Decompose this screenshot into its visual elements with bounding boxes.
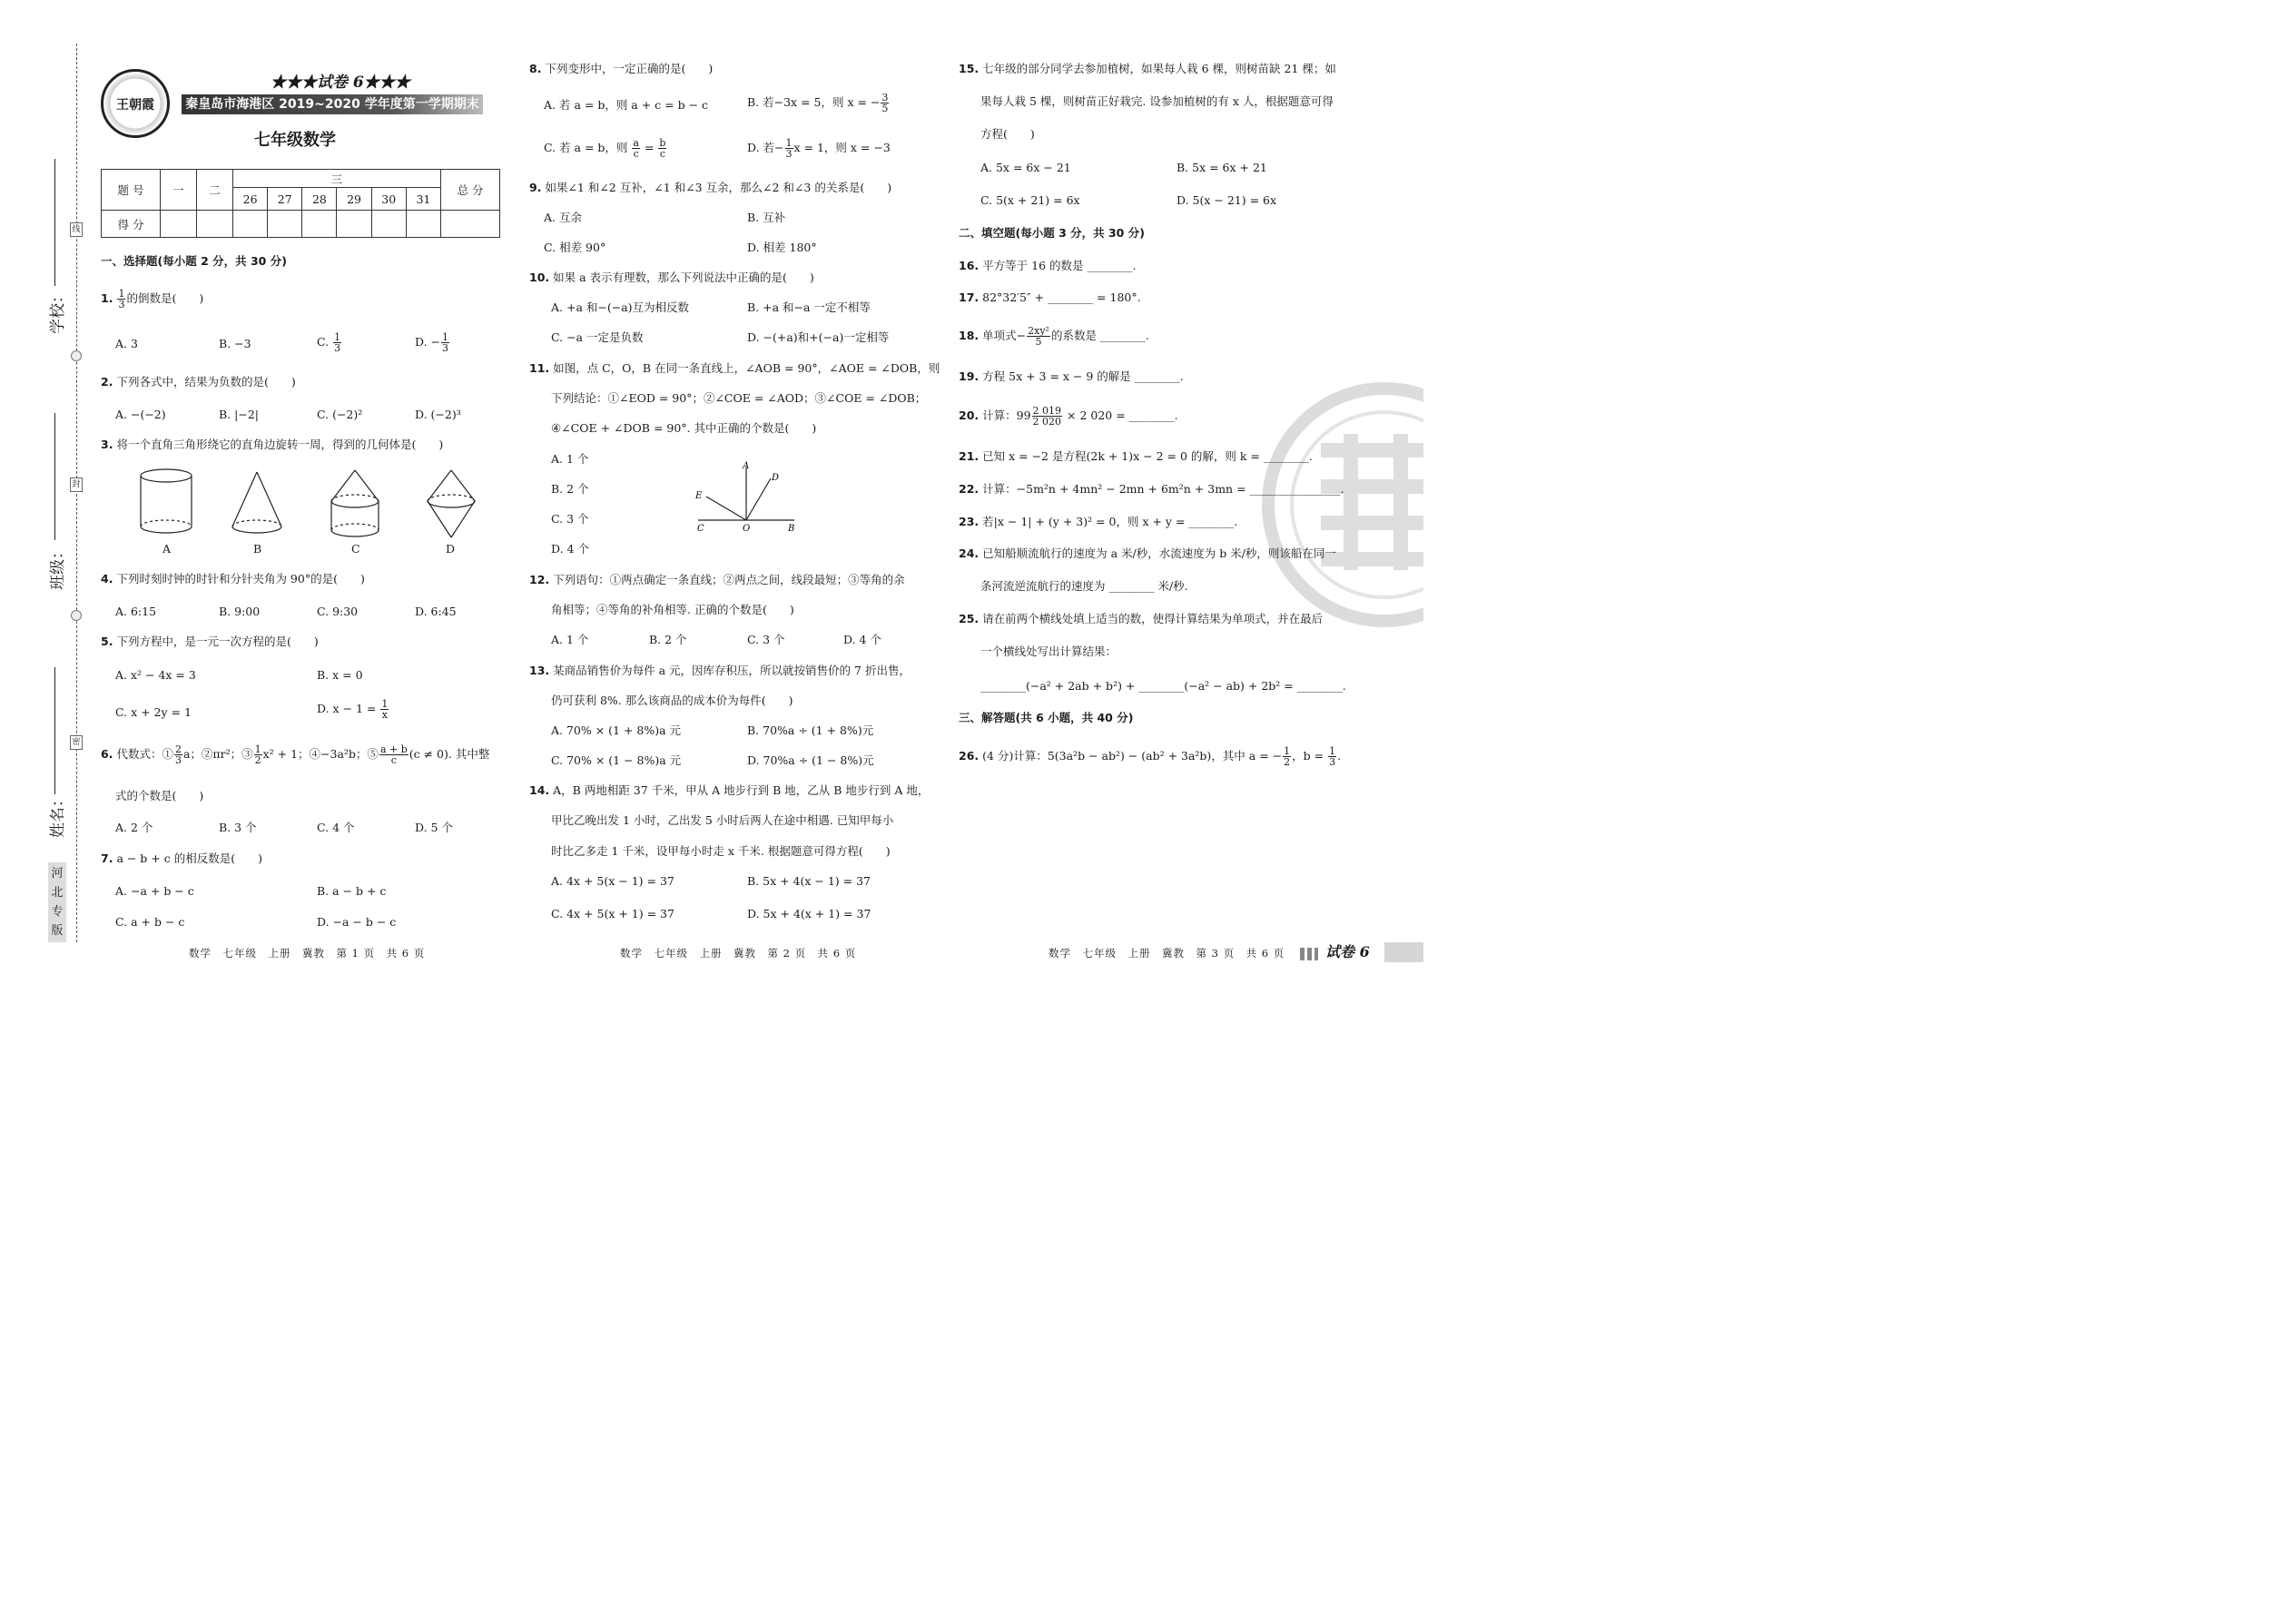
q15-line-2: 果每人栽 5 棵，则树苗正好栽完. 设参加植树的有 x 人，根据题意可得 [980,94,1334,108]
logo-text: 王朝霞 [116,98,154,113]
q13-option-a[interactable]: A. 70% × (1 + 8%)a 元 [551,723,682,737]
question-13: 13. 某商品销售价为每件 a 元，因库存积压，所以就按销售价的 7 折出售， [529,664,911,677]
double-cone-shape [428,470,475,537]
q2-option-b[interactable]: B. |−2| [219,408,259,421]
binding-hole-icon [71,350,82,361]
q14-option-a[interactable]: A. 4x + 5(x − 1) = 37 [551,874,674,888]
q10-option-a[interactable]: A. +a 和−(−a)互为相反数 [551,300,690,314]
q11-angle-figure [693,458,802,536]
paper-number-badge: 试卷 6 [1325,943,1370,960]
q9-option-a[interactable]: A. 互余 [544,211,582,224]
question-3: 3. 将一个直角三角形绕它的直角边旋转一周，得到的几何体是( ) [101,438,444,451]
column-3 [959,0,1367,1008]
cylinder-shape [141,469,192,533]
q13-option-b[interactable]: B. 70%a ÷ (1 + 8%)元 [747,723,874,737]
cone-shape [232,472,281,533]
question-26: 26. (4 分)计算：5(3a²b − ab²) − (ab² + 3a²b)，其中 a = − $\frac{1}{2}$ ，b = $\frac{1}{3}$ . [959,745,1342,768]
score-sub-31: 31 [406,188,440,211]
question-9: 9. 如果∠1 和∠2 互补，∠1 和∠3 互余，那么∠2 和∠3 的关系是( ) [529,181,892,194]
q11-line-2: 下列结论：①∠EOD = 90°；②∠COE = ∠AOD；③∠COE = ∠DOB； [551,391,927,405]
q5-option-a[interactable]: A. x² − 4x = 3 [115,668,196,682]
q25-line-2: 一个横线处写出计算结果： [980,645,1117,658]
q8-option-b[interactable]: B. 若−3x = 5，则 x = − $\frac{3}{5}$ [747,92,889,114]
q14-option-b[interactable]: B. 5x + 4(x − 1) = 37 [747,874,871,888]
fig-label-a: A [743,461,750,471]
question-8: 8. 下列变形中，一定正确的是( ) [529,62,714,75]
name-label: 姓名： [49,792,67,838]
exam-title: 秦皇岛市海港区 2019~2020 学年度第一学期期末质量检测试题 [182,94,483,114]
q4-option-d[interactable]: D. 6:45 [415,605,457,618]
q12-option-a[interactable]: A. 1 个 [551,633,589,646]
q7-option-c[interactable]: C. a + b − c [115,915,185,929]
q4-option-c[interactable]: C. 9:30 [317,605,359,618]
binding-hole-icon [71,610,82,621]
q2-option-a[interactable]: A. −(−2) [115,408,166,421]
q14-line-2: 甲比乙晚出发 1 小时，乙出发 5 小时后两人在途中相遇. 已知甲每小 [551,813,894,827]
q14-option-d[interactable]: D. 5x + 4(x + 1) = 37 [747,907,871,920]
badge-bar [1384,942,1423,962]
q11-line-3: ④∠COE + ∠DOB = 90°. 其中正确的个数是( ) [551,421,817,435]
question-10: 10. 如果 a 表示有理数，那么下列说法中正确的是( ) [529,271,814,284]
q3-option-d[interactable]: D [446,542,456,556]
score-header-total: 总 分 [441,170,500,211]
fig-label-o: O [743,524,751,534]
question-17: 17. 82°32′5″ + ________ = 180°. [959,290,1141,304]
q13-option-c[interactable]: C. 70% × (1 − 8%)a 元 [551,753,682,767]
q2-option-d[interactable]: D. (−2)³ [415,408,461,421]
q12-option-d[interactable]: D. 4 个 [843,633,881,646]
q6-option-d[interactable]: D. 5 个 [415,821,453,834]
footer-page-1: 数学 七年级 上册 冀教 第 1 页 共 6 页 [189,947,426,960]
q15-option-a[interactable]: A. 5x = 6x − 21 [980,161,1071,174]
q1-option-b[interactable]: B. −3 [219,337,251,350]
seal-mark-1: 线 [70,222,83,237]
q5-option-b[interactable]: B. x = 0 [317,668,363,682]
fig-label-b: B [788,524,795,534]
q5-option-d[interactable]: D. x − 1 = $\frac{1}{x}$ [317,698,389,721]
question-16: 16. 平方等于 16 的数是 ________. [959,259,1137,272]
q1-option-a[interactable]: A. 3 [115,337,138,350]
q3-option-c[interactable]: C [351,542,360,556]
q8-option-a[interactable]: A. 若 a = b，则 a + c = b − c [544,98,709,112]
score-sub-28: 28 [302,188,337,211]
q15-option-c[interactable]: C. 5(x + 21) = 6x [980,193,1080,207]
score-sub-26: 26 [233,188,268,211]
q10-option-d[interactable]: D. −(+a)和+(−a)一定相等 [747,330,890,344]
q12-line-2: 角相等；④等角的补角相等. 正确的个数是( ) [551,603,794,616]
q14-line-3: 时比乙多走 1 千米，设甲每小时走 x 千米. 根据题意可得方程( ) [551,844,891,858]
seal-mark-3: 密 [70,735,83,750]
q15-option-d[interactable]: D. 5(x − 21) = 6x [1177,193,1277,207]
section-3-title: 三、解答题(共 6 小题，共 40 分) [959,711,1134,724]
q1-number: 1. [101,291,113,305]
q10-option-c[interactable]: C. −a 一定是负数 [551,330,644,344]
q9-option-b[interactable]: B. 互补 [747,211,786,224]
q3-option-a[interactable]: A [162,542,172,556]
question-4: 4. 下列时刻时钟的时针和分针夹角为 90°的是( ) [101,572,365,586]
question-11: 11. 如图，点 C，O，B 在同一条直线上，∠AOB = 90°，∠AOE = ∠DOB，则 [529,361,940,375]
q7-option-b[interactable]: B. a − b + c [317,884,387,898]
q3-solids-figure [128,465,491,556]
badge-decoration [1300,948,1318,960]
subject-title: 七年级数学 [254,131,336,150]
fig-label-c: C [697,524,704,534]
school-label: 学校： [49,288,67,334]
score-header-2: 二 [197,170,233,211]
binding-margin [0,0,86,1008]
score-header-1: 一 [161,170,197,211]
score-sub-27: 27 [268,188,302,211]
question-6: 6. 代数式：① $\frac{2}{3}$ a；②πr²；③ $\frac{1}{2}$ x² + 1；④−3a²b；⑤ $\frac{a + b}{c}$ (c ≠ 0). 其中整 [101,743,490,766]
question-22: 22. 计算：−5m²n + 4mn² − 2mn + 6m²n + 3mn = ________________. [959,482,1344,496]
q15-option-b[interactable]: B. 5x = 6x + 21 [1177,161,1267,174]
question-14: 14. A，B 两地相距 37 千米，甲从 A 地步行到 B 地，乙从 B 地步行到 A 地， [529,783,930,797]
q13-option-d[interactable]: D. 70%a ÷ (1 − 8%)元 [747,753,874,767]
question-21: 21. 已知 x = −2 是方程(2k + 1)x − 2 = 0 的解，则 k = ________. [959,449,1313,463]
column-2 [529,0,938,1008]
q6-option-a[interactable]: A. 2 个 [115,821,153,834]
section-1-title: 一、选择题(每小题 2 分，共 30 分) [101,254,287,268]
question-7: 7. a − b + c 的相反数是( ) [101,851,262,865]
q11-option-b[interactable]: B. 2 个 [551,482,589,496]
cone-on-cylinder-shape [331,470,379,536]
q6-option-b[interactable]: B. 3 个 [219,821,257,834]
question-12: 12. 下列语句：①两点确定一条直线；②两点之间，线段最短；③等角的余 [529,573,905,586]
q2-option-c[interactable]: C. (−2)² [317,408,363,421]
score-header-qnum: 题 号 [102,170,161,211]
footer-page-3: 数学 七年级 上册 冀教 第 3 页 共 6 页 [1049,947,1285,960]
q15-line-3: 方程( ) [980,127,1035,141]
q11-option-d[interactable]: D. 4 个 [551,542,589,556]
question-23: 23. 若|x − 1| + (y + 3)² = 0，则 x + y = ________. [959,515,1238,528]
question-5: 5. 下列方程中，是一元一次方程的是( ) [101,635,319,648]
question-20: 20. 计算：99 $\frac{2 019}{2 020}$ × 2 020 = ________. [959,405,1178,428]
q12-option-b[interactable]: B. 2 个 [649,633,687,646]
q9-option-d[interactable]: D. 相差 180° [747,241,817,254]
question-18: 18. 单项式− $\frac{\text{2xy²}}{5}$ 的系数是 ________. [959,325,1149,348]
q13-line-2: 仍可获利 8%. 那么该商品的成本价为每件( ) [551,694,793,707]
q5-option-c[interactable]: C. x + 2y = 1 [115,705,192,719]
fig-label-d: D [772,473,780,483]
q7-option-a[interactable]: A. −a + b − c [115,884,194,898]
q7-option-d[interactable]: D. −a − b − c [317,915,397,929]
question-24: 24. 已知船顺流航行的速度为 a 米/秒，水流速度为 b 米/秒，则该船在同一 [959,546,1336,560]
q6-option-c[interactable]: C. 4 个 [317,821,355,834]
q9-option-c[interactable]: C. 相差 90° [544,241,606,254]
q6-line-2: 式的个数是( ) [115,789,204,802]
q8-option-c[interactable]: C. 若 a = b，则 $\frac{a}{c}$ = $\frac{b}{c}$ [544,137,666,160]
question-15: 15. 七年级的部分同学去参加植树，如果每人栽 6 棵，则树苗缺 21 棵；如 [959,62,1336,75]
q25-line-3: ________(−a² + 2ab + b²) + ________(−a² − ab) + 2b² = ________. [980,679,1346,693]
name-underline [54,667,55,794]
q1-option-c[interactable]: C. $\frac{1}{3}$ [317,331,341,354]
seal-mark-2: 封 [70,477,83,492]
score-header-3: 三 [233,170,441,188]
school-underline [54,159,55,286]
paper-badge: ★★★试卷 6★★★ [271,74,410,92]
class-underline [54,413,55,540]
q3-option-b[interactable]: B [253,542,262,556]
q1-option-d[interactable]: D. − $\frac{1}{3}$ [415,331,448,354]
column-1 [101,0,505,1008]
footer-page-2: 数学 七年级 上册 冀教 第 2 页 共 6 页 [620,947,857,960]
q4-option-b[interactable]: B. 9:00 [219,605,261,618]
q14-option-c[interactable]: C. 4x + 5(x + 1) = 37 [551,907,674,920]
question-2: 2. 下列各式中，结果为负数的是( ) [101,375,296,389]
question-1 [101,289,203,310]
q1-fraction: $\frac{1}{3}$ [118,288,125,310]
q11-option-c[interactable]: C. 3 个 [551,512,589,526]
section-2-title: 二、填空题(每小题 3 分，共 30 分) [959,226,1145,240]
q11-option-a[interactable]: A. 1 个 [551,452,589,466]
question-25: 25. 请在前两个横线处填上适当的数，使得计算结果为单项式，并在最后 [959,612,1324,625]
q24-line-2: 条河流逆流航行的速度为 ________ 米/秒. [980,579,1188,593]
score-sub-30: 30 [371,188,406,211]
score-sub-29: 29 [337,188,371,211]
q12-option-c[interactable]: C. 3 个 [747,633,785,646]
edition-tag: 河 北 专 版 [48,862,66,942]
q8-option-d[interactable]: D. 若− $\frac{1}{3}$ x = 1，则 x = −3 [747,137,891,160]
score-row-label: 得 分 [102,211,161,238]
binding-dashed-line [76,44,77,942]
class-label: 班级： [49,544,67,590]
fig-label-e: E [695,491,703,501]
question-19: 19. 方程 5x + 3 = x − 9 的解是 ________. [959,369,1184,383]
q4-option-a[interactable]: A. 6:15 [115,605,157,618]
q1-text: 的倒数是( ) [126,291,204,305]
q10-option-b[interactable]: B. +a 和−a 一定不相等 [747,300,871,314]
